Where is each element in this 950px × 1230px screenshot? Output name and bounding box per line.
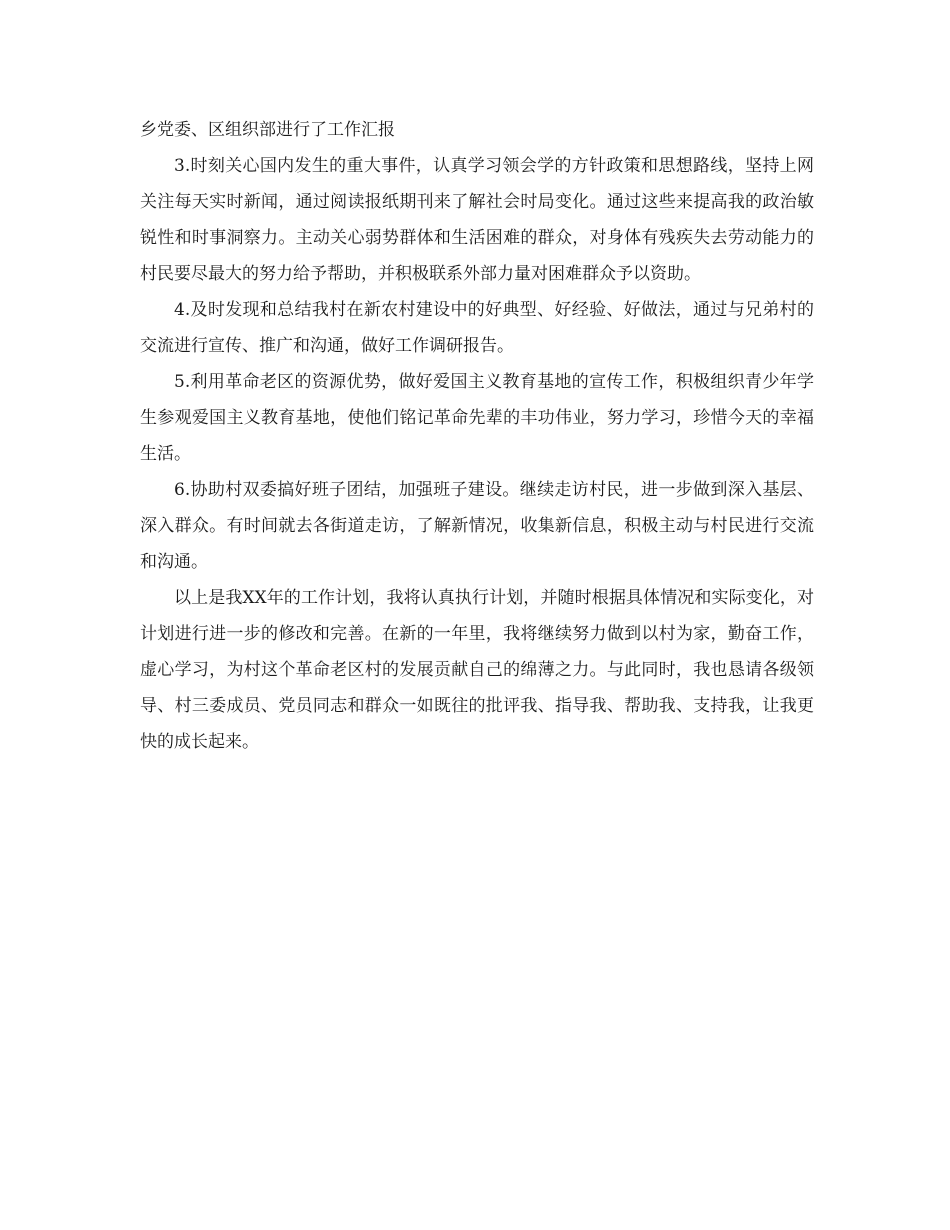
document-body xyxy=(140,112,814,760)
paragraph-item-3: 3.时刻关心国内发生的重大事件，认真学习领会学的方针政策和思想路线，坚持上网关注每天实时新闻，通过阅读报纸期刊来了解社会时局变化。通过这些来提高我的政治敏锐性和时事洞察力。主动关心弱势群体和生活困难的群众，对身体有残疾失去劳动能力的村民要尽最大的努力给予帮助，并积极联系外部力量对困难群众予以资助。 xyxy=(140,156,814,284)
paragraph-item-4: 4.及时发现和总结我村在新农村建设中的好典型、好经验、好做法，通过与兄弟村的交流进行宣传、推广和沟通，做好工作调研报告。 xyxy=(140,300,814,356)
paragraph-conclusion: 以上是我XX年的工作计划，我将认真执行计划，并随时根据具体情况和实际变化，对计划进行进一步的修改和完善。在新的一年里，我将继续努力做到以村为家，勤奋工作，虚心学习，为村这个革命老区村的发展贡献自己的绵薄之力。与此同时，我也恳请各级领导、村三委成员、党员同志和群众一如既往的批评我、指导我、帮助我、支持我，让我更快的成长起来。 xyxy=(140,588,814,752)
paragraph-item-5: 5.利用革命老区的资源优势，做好爱国主义教育基地的宣传工作，积极组织青少年学生参观爱国主义教育基地，使他们铭记革命先辈的丰功伟业，努力学习，珍惜今天的幸福生活。 xyxy=(140,372,814,464)
paragraph-continuation: 乡党委、区组织部进行了工作汇报 xyxy=(140,120,395,140)
paragraph-item-6: 6.协助村双委搞好班子团结，加强班子建设。继续走访村民，进一步做到深入基层、深入群众。有时间就去各街道走访，了解新情况，收集新信息，积极主动与村民进行交流和沟通。 xyxy=(140,480,814,572)
